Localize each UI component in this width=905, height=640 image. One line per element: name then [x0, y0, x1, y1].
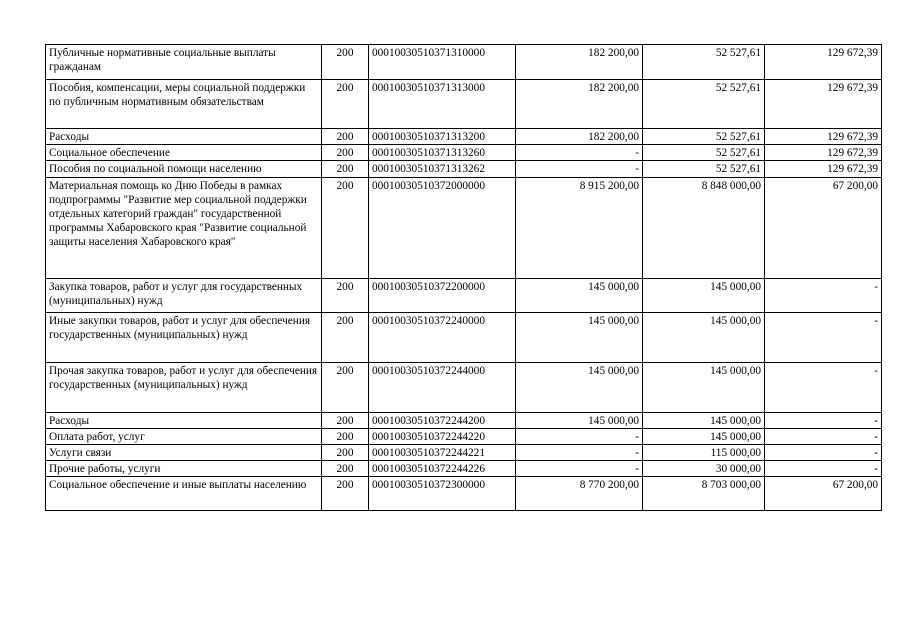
table-row — [46, 362, 882, 412]
table-row — [46, 461, 882, 477]
table-row — [46, 312, 882, 362]
row-kbk: 00010030510372200000 — [369, 278, 516, 312]
table-row — [46, 145, 882, 161]
row-name: Иные закупки товаров, работ и услуг для обеспечения государственных (муниципальных) нужд — [46, 312, 322, 362]
table-row — [46, 428, 882, 444]
row-name: Социальное обеспечение — [46, 145, 322, 161]
row-approved: 145 000,00 — [516, 412, 643, 428]
row-executed: 145 000,00 — [643, 278, 765, 312]
row-code: 200 — [322, 278, 369, 312]
row-name: Оплата работ, услуг — [46, 428, 322, 444]
row-approved: - — [516, 145, 643, 161]
row-kbk: 00010030510372244221 — [369, 445, 516, 461]
row-remaining: 129 672,39 — [765, 161, 882, 177]
row-name: Расходы — [46, 129, 322, 145]
row-executed: 145 000,00 — [643, 412, 765, 428]
row-kbk: 00010030510372244000 — [369, 362, 516, 412]
row-remaining: 67 200,00 — [765, 477, 882, 511]
row-name: Закупка товаров, работ и услуг для государственных (муниципальных) нужд — [46, 278, 322, 312]
row-executed: 52 527,61 — [643, 129, 765, 145]
row-approved: 145 000,00 — [516, 278, 643, 312]
table-body — [46, 45, 882, 511]
row-name: Материальная помощь ко Дню Победы в рамках подпрограммы "Развитие мер социальной поддержки отдельных категорий граждан" государственной программы Хабаровского края "Развитие социальной защиты населения Хабаровского края" — [46, 177, 322, 278]
row-code: 200 — [322, 177, 369, 278]
row-executed: 145 000,00 — [643, 362, 765, 412]
row-name: Услуги связи — [46, 445, 322, 461]
row-remaining: - — [765, 412, 882, 428]
row-kbk: 00010030510372244220 — [369, 428, 516, 444]
row-approved: - — [516, 428, 643, 444]
row-remaining: - — [765, 278, 882, 312]
row-executed: 30 000,00 — [643, 461, 765, 477]
row-executed: 115 000,00 — [643, 445, 765, 461]
row-executed: 8 848 000,00 — [643, 177, 765, 278]
row-code: 200 — [322, 145, 369, 161]
row-code: 200 — [322, 428, 369, 444]
row-name: Прочая закупка товаров, работ и услуг для обеспечения государственных (муниципальных) нужд — [46, 362, 322, 412]
row-name: Пособия, компенсации, меры социальной поддержки по публичным нормативным обязательствам — [46, 80, 322, 129]
row-kbk: 00010030510371310000 — [369, 45, 516, 80]
row-code: 200 — [322, 80, 369, 129]
row-code: 200 — [322, 129, 369, 145]
row-code: 200 — [322, 461, 369, 477]
row-executed: 52 527,61 — [643, 45, 765, 80]
row-name: Расходы — [46, 412, 322, 428]
row-remaining: - — [765, 312, 882, 362]
table-row — [46, 80, 882, 129]
row-kbk: 00010030510371313000 — [369, 80, 516, 129]
table-row — [46, 445, 882, 461]
row-kbk: 00010030510371313260 — [369, 145, 516, 161]
row-name: Прочие работы, услуги — [46, 461, 322, 477]
row-approved: 182 200,00 — [516, 80, 643, 129]
row-approved: 8 770 200,00 — [516, 477, 643, 511]
row-name: Социальное обеспечение и иные выплаты населению — [46, 477, 322, 511]
row-remaining: - — [765, 428, 882, 444]
row-approved: - — [516, 461, 643, 477]
table-row — [46, 477, 882, 511]
row-remaining: - — [765, 461, 882, 477]
table-row — [46, 161, 882, 177]
row-code: 200 — [322, 362, 369, 412]
row-kbk: 00010030510372000000 — [369, 177, 516, 278]
table-row — [46, 177, 882, 278]
row-approved: 145 000,00 — [516, 312, 643, 362]
row-approved: 145 000,00 — [516, 362, 643, 412]
row-approved: 182 200,00 — [516, 45, 643, 80]
budget-execution-table — [45, 44, 882, 511]
row-approved: - — [516, 445, 643, 461]
row-kbk: 00010030510371313200 — [369, 129, 516, 145]
row-remaining: 129 672,39 — [765, 145, 882, 161]
row-name: Публичные нормативные социальные выплаты гражданам — [46, 45, 322, 80]
row-remaining: 67 200,00 — [765, 177, 882, 278]
row-approved: - — [516, 161, 643, 177]
row-code: 200 — [322, 312, 369, 362]
row-remaining: 129 672,39 — [765, 80, 882, 129]
row-remaining: 129 672,39 — [765, 129, 882, 145]
row-remaining: - — [765, 445, 882, 461]
table-row — [46, 412, 882, 428]
row-executed: 52 527,61 — [643, 145, 765, 161]
row-executed: 145 000,00 — [643, 312, 765, 362]
row-code: 200 — [322, 161, 369, 177]
row-approved: 182 200,00 — [516, 129, 643, 145]
row-executed: 145 000,00 — [643, 428, 765, 444]
row-kbk: 00010030510372240000 — [369, 312, 516, 362]
row-name: Пособия по социальной помощи населению — [46, 161, 322, 177]
table-row — [46, 129, 882, 145]
row-code: 200 — [322, 477, 369, 511]
row-code: 200 — [322, 412, 369, 428]
row-executed: 52 527,61 — [643, 161, 765, 177]
row-kbk: 00010030510371313262 — [369, 161, 516, 177]
row-code: 200 — [322, 445, 369, 461]
row-approved: 8 915 200,00 — [516, 177, 643, 278]
row-kbk: 00010030510372244226 — [369, 461, 516, 477]
table-row — [46, 278, 882, 312]
row-kbk: 00010030510372244200 — [369, 412, 516, 428]
table-row — [46, 45, 882, 80]
row-executed: 8 703 000,00 — [643, 477, 765, 511]
row-remaining: 129 672,39 — [765, 45, 882, 80]
row-executed: 52 527,61 — [643, 80, 765, 129]
row-kbk: 00010030510372300000 — [369, 477, 516, 511]
row-code: 200 — [322, 45, 369, 80]
row-remaining: - — [765, 362, 882, 412]
